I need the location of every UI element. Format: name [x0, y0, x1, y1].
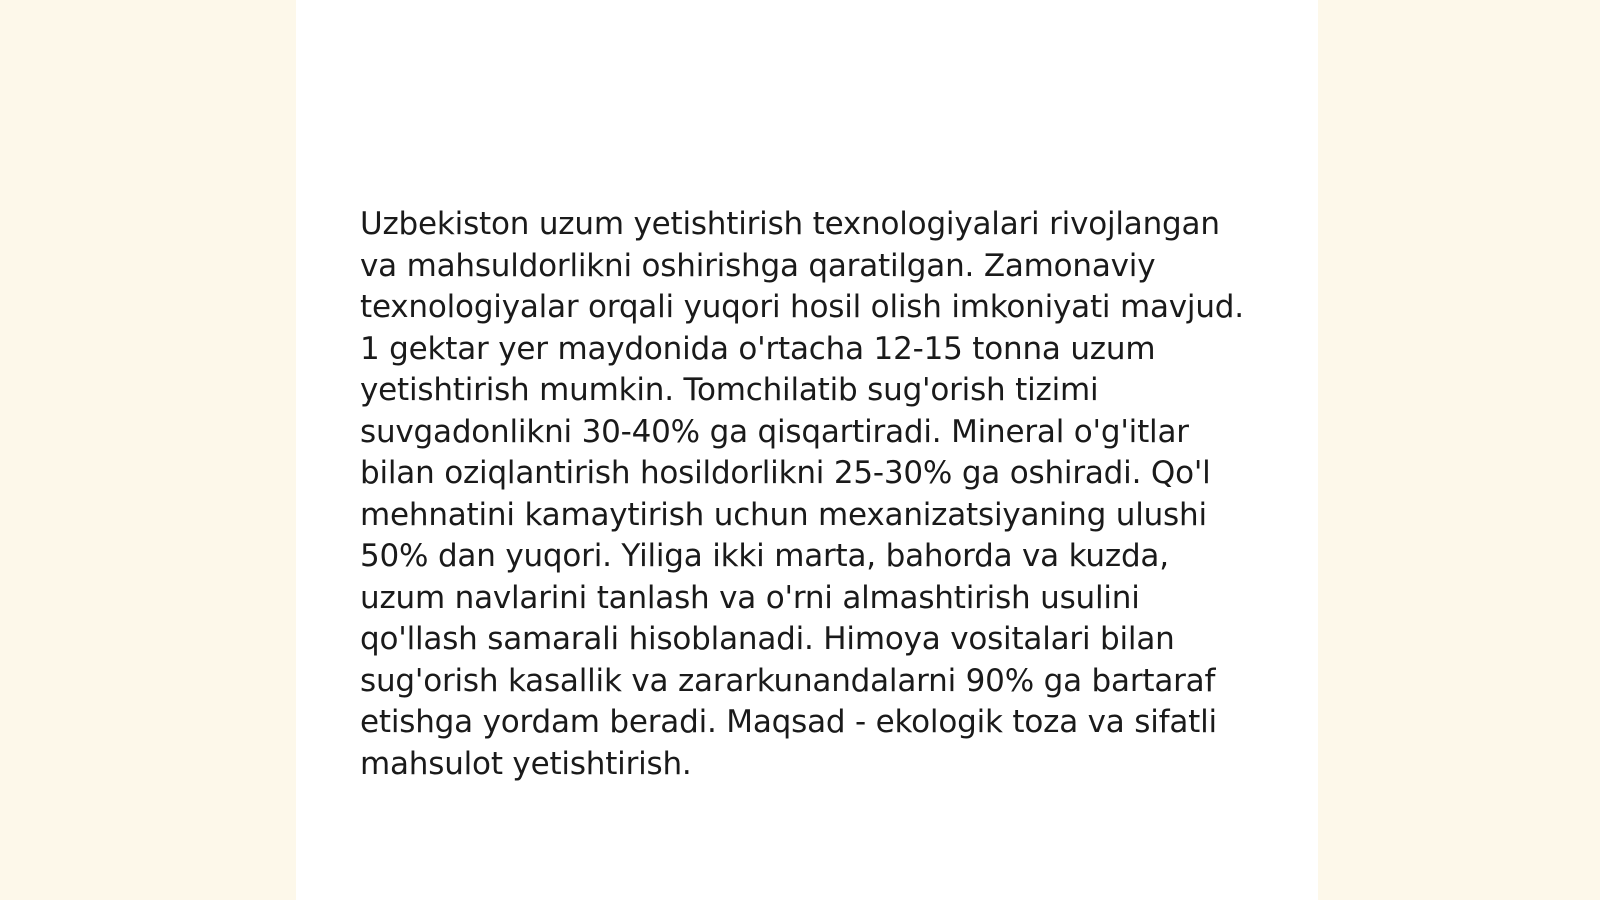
body-paragraph: Uzbekiston uzum yetishtirish texnologiyalari rivojlangan va mahsuldorlikni oshirishga qaratilgan. Zamonaviy texnologiyalar orqali yuqori hosil olish imkoniyati mavjud. 1 gektar yer maydonida o'rtacha 12-15 tonna uzum yetishtirish mumkin. Tomchilatib sug'orish tizimi suvgadonlikni 30-40% ga qisqartiradi. Mineral o'g'itlar bilan oziqlantirish hosildorlikni 25-30% ga oshiradi. Qo'l mehnatini kamaytirish uchun mexanizatsiyaning ulushi 50% dan yuqori. Yiliga ikki marta, bahorda va kuzda, uzum navlarini tanlash va o'rni almashtirish usulini qo'llash samarali hisoblanadi. Himoya vositalari bilan sug'orish kasallik va zararkunandalarni 90% ga bartaraf etishga yordam beradi. Maqsad - ekologik toza va sifatli mahsulot yetishtirish.: [360, 206, 1244, 782]
document-page: [296, 0, 1318, 900]
